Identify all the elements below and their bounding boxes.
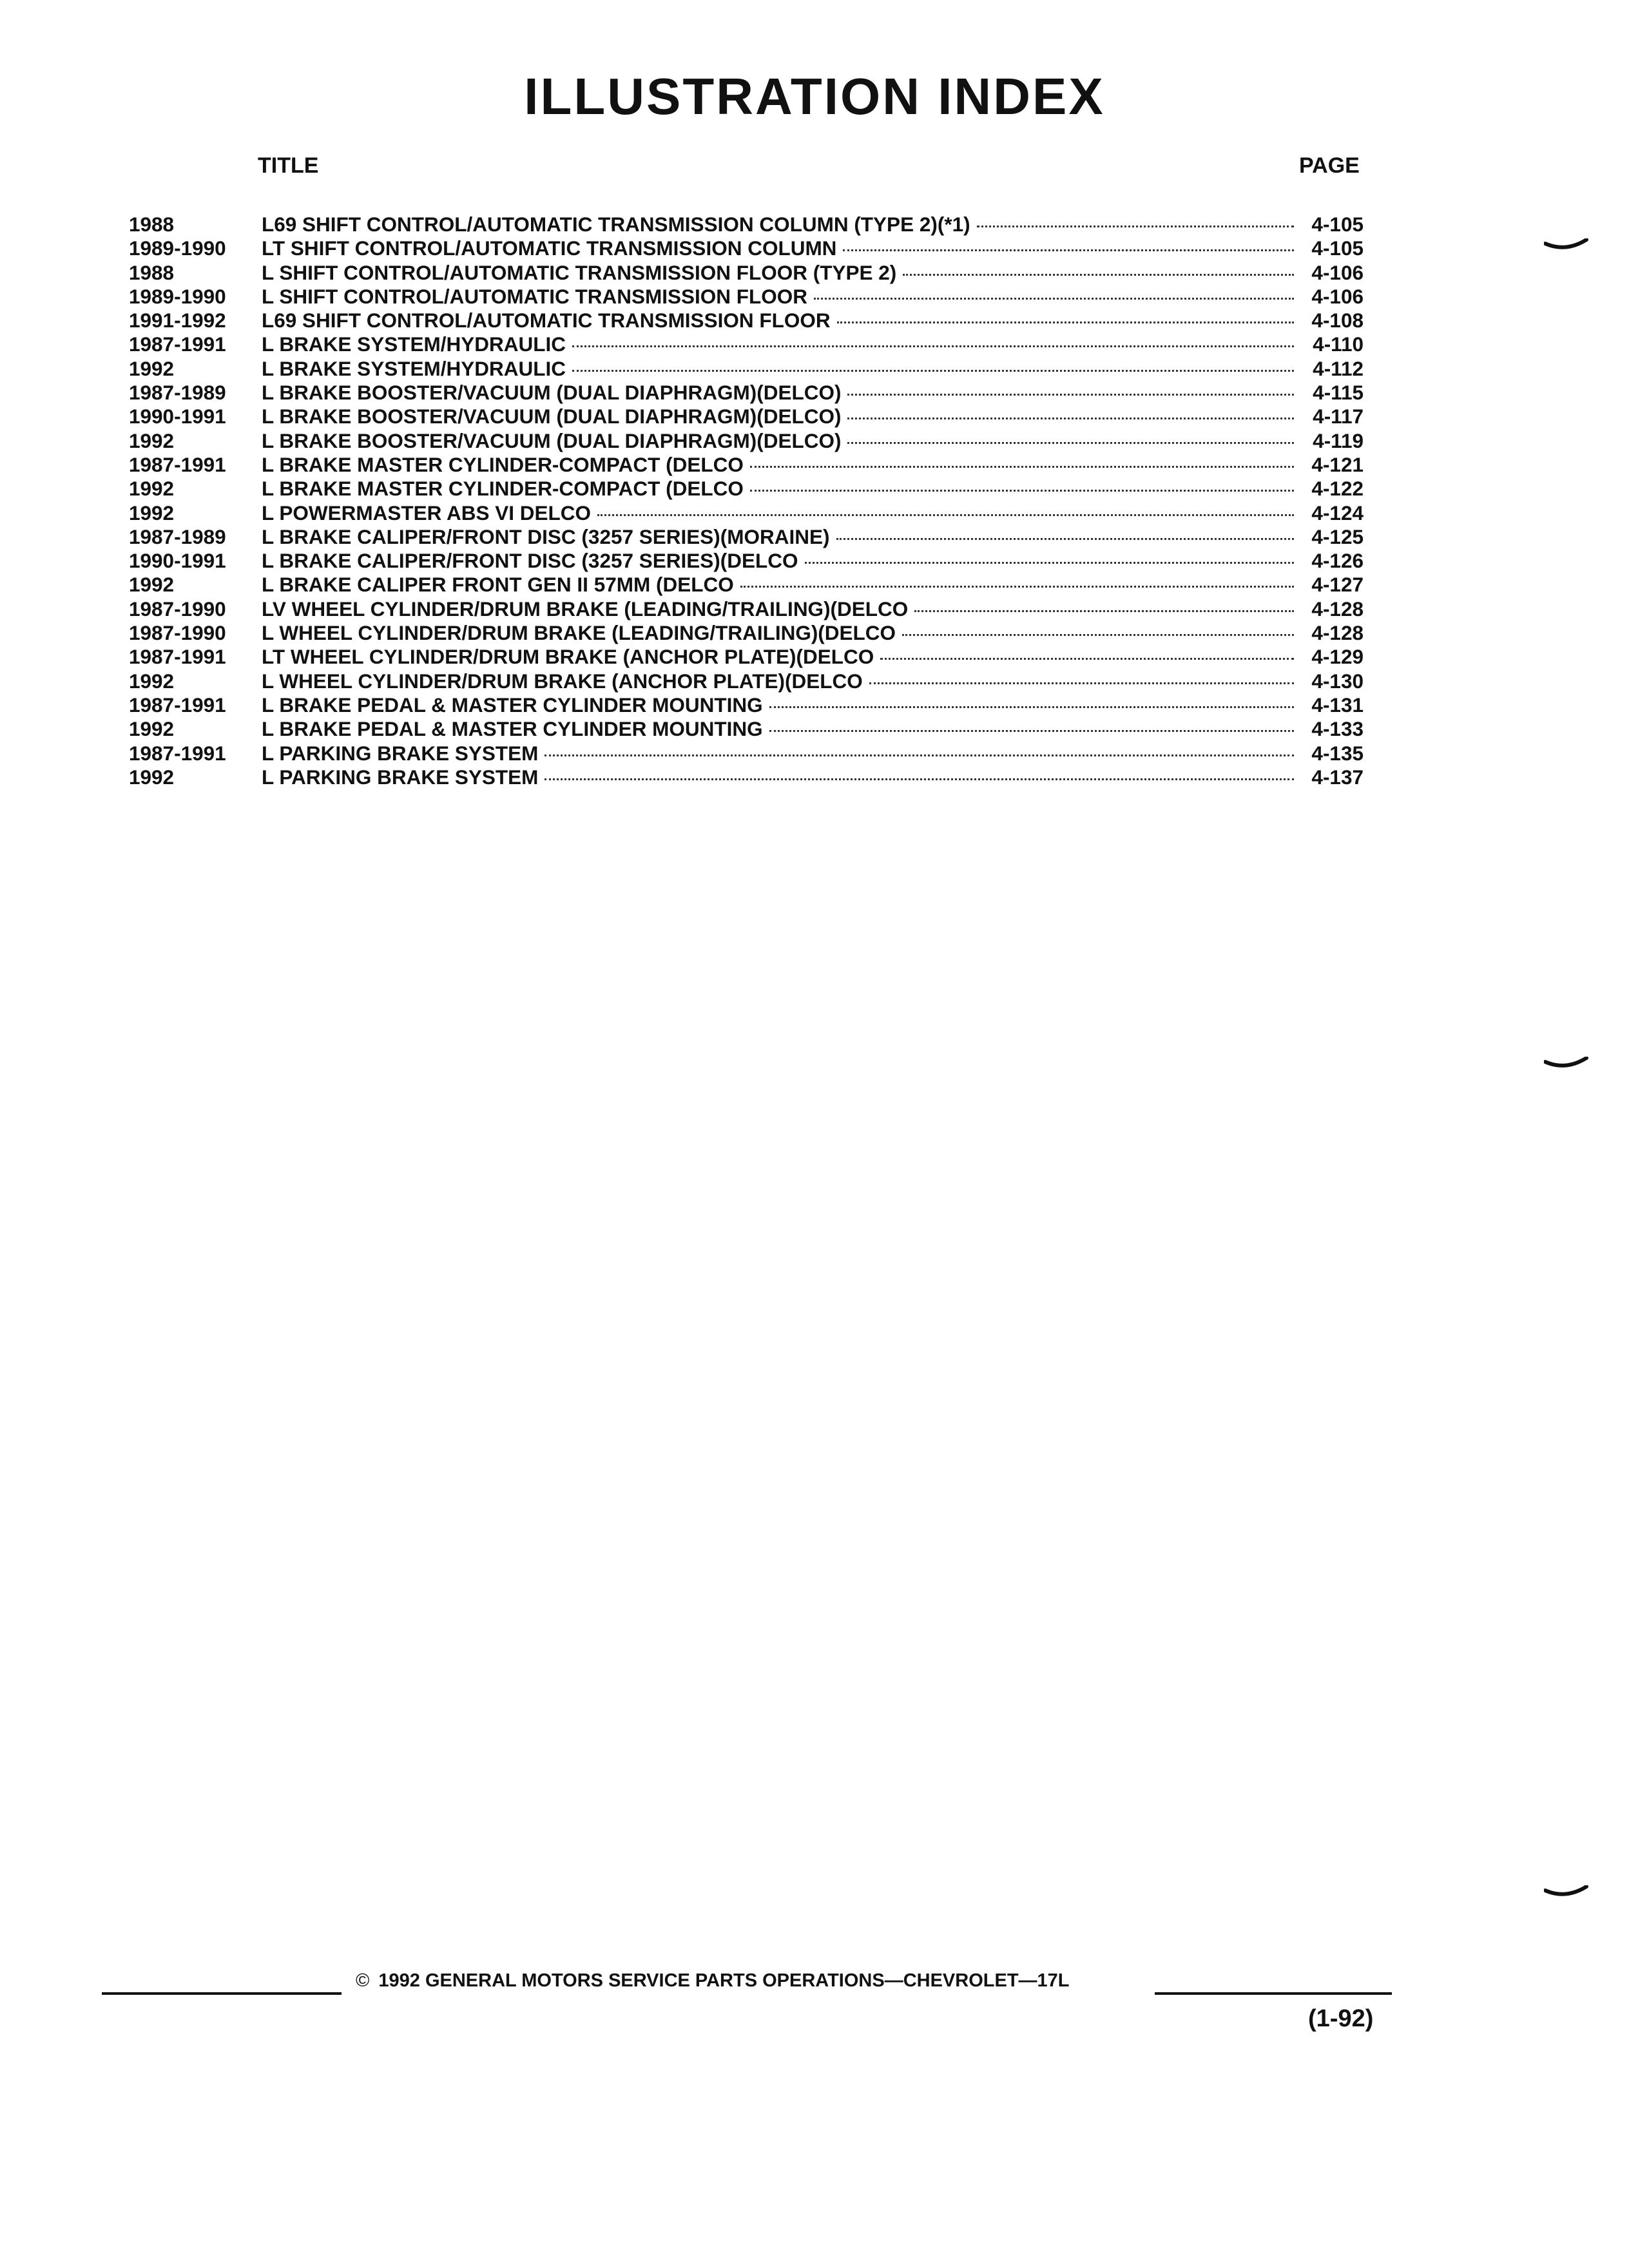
index-entry [129,453,1364,477]
entry-year: 1988 [129,213,175,236]
index-entry [129,309,1364,332]
entry-year: 1987-1991 [129,741,226,765]
index-entry [129,213,1364,236]
index-entry [129,549,1364,573]
dot-leader [847,442,1294,444]
entry-title: L BRAKE BOOSTER/VACUUM (DUAL DIAPHRAGM)(DELCO) [262,428,842,452]
entry-page: 4-126 [1311,549,1364,573]
entry-title: L BRAKE CALIPER FRONT GEN II 57MM (DELCO [262,573,734,597]
dot-leader [903,274,1294,276]
index-entry [129,742,1364,765]
entry-title: L BRAKE PEDAL & MASTER CYLINDER MOUNTING [262,717,763,741]
entry-year: 1987-1990 [129,621,226,645]
entry-title: LT WHEEL CYLINDER/DRUM BRAKE (ANCHOR PLATE)(DELCO [262,645,874,669]
entry-title: L BRAKE BOOSTER/VACUUM (DUAL DIAPHRAGM)(DELCO) [262,405,842,428]
dot-leader [572,345,1294,347]
dot-leader [847,418,1294,419]
dot-leader [977,226,1294,227]
entry-page: 4-108 [1311,309,1364,332]
entry-title: LV WHEEL CYLINDER/DRUM BRAKE (LEADING/TRAILING)(DELCO [262,597,909,620]
dot-leader [914,610,1294,612]
dot-leader [545,754,1294,756]
entry-year: 1992 [129,717,175,741]
entry-title: L69 SHIFT CONTROL/AUTOMATIC TRANSMISSION COLUMN (TYPE 2)(*1) [262,213,970,236]
index-entry [129,285,1364,309]
index-entry [129,645,1364,669]
binder-hole-mark-icon [1544,1057,1589,1072]
index-entry [129,332,1364,356]
entry-page: 4-110 [1313,332,1364,356]
entry-page: 4-130 [1311,669,1364,693]
entry-title: L BRAKE MASTER CYLINDER-COMPACT (DELCO [262,477,744,501]
footer-copyright [356,1970,1070,1992]
dot-leader [750,490,1294,492]
dot-leader [572,370,1294,372]
entry-title: L PARKING BRAKE SYSTEM [262,765,539,789]
dot-leader [769,706,1294,708]
index-entry [129,357,1364,381]
index-entry [129,261,1364,285]
entry-title: L BRAKE BOOSTER/VACUUM (DUAL DIAPHRAGM)(DELCO) [262,381,842,405]
index-entry [129,765,1364,789]
entry-year: 1988 [129,260,175,284]
entry-year: 1990-1991 [129,405,226,428]
footer-copyright-text: 1992 GENERAL MOTORS SERVICE PARTS OPERATIONS—CHEVROLET—17L [378,1970,1070,1991]
footer-rule-right [1155,1992,1392,1995]
entry-year: 1989-1990 [129,236,226,260]
entry-title: L BRAKE MASTER CYLINDER-COMPACT (DELCO [262,452,744,476]
index-entry [129,501,1364,525]
dot-leader [814,298,1294,300]
copyright-icon: © [356,1970,370,1991]
dot-leader [843,249,1294,251]
entry-year: 1987-1991 [129,693,226,716]
entry-page: 4-124 [1311,501,1364,524]
index-entry [129,405,1364,428]
entry-title: L SHIFT CONTROL/AUTOMATIC TRANSMISSION FLOOR (TYPE 2) [262,260,897,284]
entry-year: 1992 [129,573,175,597]
entry-year: 1991-1992 [129,309,226,332]
dot-leader [769,730,1294,732]
entry-title: L PARKING BRAKE SYSTEM [262,741,539,765]
entry-page: 4-112 [1313,356,1364,380]
page-column-header: PAGE [1299,153,1360,178]
dot-leader [750,466,1294,468]
index-entry [129,573,1364,597]
entry-page: 4-128 [1311,621,1364,645]
entry-page: 4-106 [1311,284,1364,308]
dot-leader [902,634,1294,636]
entry-page: 4-119 [1313,428,1364,452]
entry-page: 4-133 [1311,717,1364,741]
dot-leader [880,658,1294,660]
entry-page: 4-121 [1311,452,1364,476]
index-entry [129,429,1364,453]
index-entry [129,477,1364,501]
entry-year: 1987-1991 [129,645,226,669]
entry-year: 1992 [129,356,175,380]
entry-page: 4-137 [1311,765,1364,789]
entry-year: 1992 [129,669,175,693]
dot-leader [740,586,1294,588]
entry-year: 1992 [129,428,175,452]
entry-year: 1987-1989 [129,524,226,548]
dot-leader [869,682,1294,684]
entry-page: 4-117 [1313,405,1364,428]
entry-year: 1987-1991 [129,452,226,476]
entry-year: 1989-1990 [129,284,226,308]
index-entry [129,525,1364,549]
dot-leader [836,538,1294,540]
index-entry [129,381,1364,405]
dot-leader [597,514,1294,516]
entry-title: L SHIFT CONTROL/AUTOMATIC TRANSMISSION FLOOR [262,284,807,308]
index-entry [129,717,1364,741]
entry-year: 1992 [129,501,175,524]
entry-title: L WHEEL CYLINDER/DRUM BRAKE (ANCHOR PLATE)(DELCO [262,669,863,693]
entry-page: 4-131 [1311,693,1364,716]
entry-page: 4-106 [1311,260,1364,284]
entry-page: 4-128 [1311,597,1364,620]
entry-title: L POWERMASTER ABS VI DELCO [262,501,592,524]
dot-leader [805,562,1294,564]
entry-page: 4-115 [1313,381,1364,405]
index-entry [129,236,1364,260]
entry-year: 1987-1991 [129,332,226,356]
entry-page: 4-125 [1311,524,1364,548]
entry-year: 1990-1991 [129,549,226,573]
index-entry [129,693,1364,717]
entry-page: 4-135 [1311,741,1364,765]
entry-title: LT SHIFT CONTROL/AUTOMATIC TRANSMISSION COLUMN [262,236,837,260]
dot-leader [837,322,1294,323]
entry-title: L WHEEL CYLINDER/DRUM BRAKE (LEADING/TRAILING)(DELCO [262,621,896,645]
title-column-header: TITLE [258,153,319,178]
entry-year: 1987-1990 [129,597,226,620]
entry-title: L69 SHIFT CONTROL/AUTOMATIC TRANSMISSION FLOOR [262,309,831,332]
entry-title: L BRAKE CALIPER/FRONT DISC (3257 SERIES)(DELCO [262,549,798,573]
index-entry [129,621,1364,645]
index-entry [129,669,1364,693]
entry-page: 4-127 [1311,573,1364,597]
binder-hole-mark-icon [1544,1885,1589,1901]
entry-page: 4-105 [1311,236,1364,260]
entry-year: 1992 [129,765,175,789]
entry-title: L BRAKE PEDAL & MASTER CYLINDER MOUNTING [262,693,763,716]
footer-rule-left [102,1992,342,1995]
entry-page: 4-129 [1311,645,1364,669]
entry-title: L BRAKE CALIPER/FRONT DISC (3257 SERIES)(MORAINE) [262,524,830,548]
page-title: ILLUSTRATION INDEX [524,68,1105,125]
entry-year: 1987-1989 [129,381,226,405]
index-entry [129,597,1364,621]
entry-page: 4-105 [1311,213,1364,236]
revision-code: (1-92) [1308,2005,1374,2032]
entry-year: 1992 [129,477,175,501]
entry-title: L BRAKE SYSTEM/HYDRAULIC [262,332,566,356]
dot-leader [847,394,1294,396]
illustration-index-list [129,213,1364,789]
entry-page: 4-122 [1311,477,1364,501]
binder-hole-mark-icon [1544,238,1589,254]
entry-title: L BRAKE SYSTEM/HYDRAULIC [262,356,566,380]
dot-leader [545,778,1294,780]
